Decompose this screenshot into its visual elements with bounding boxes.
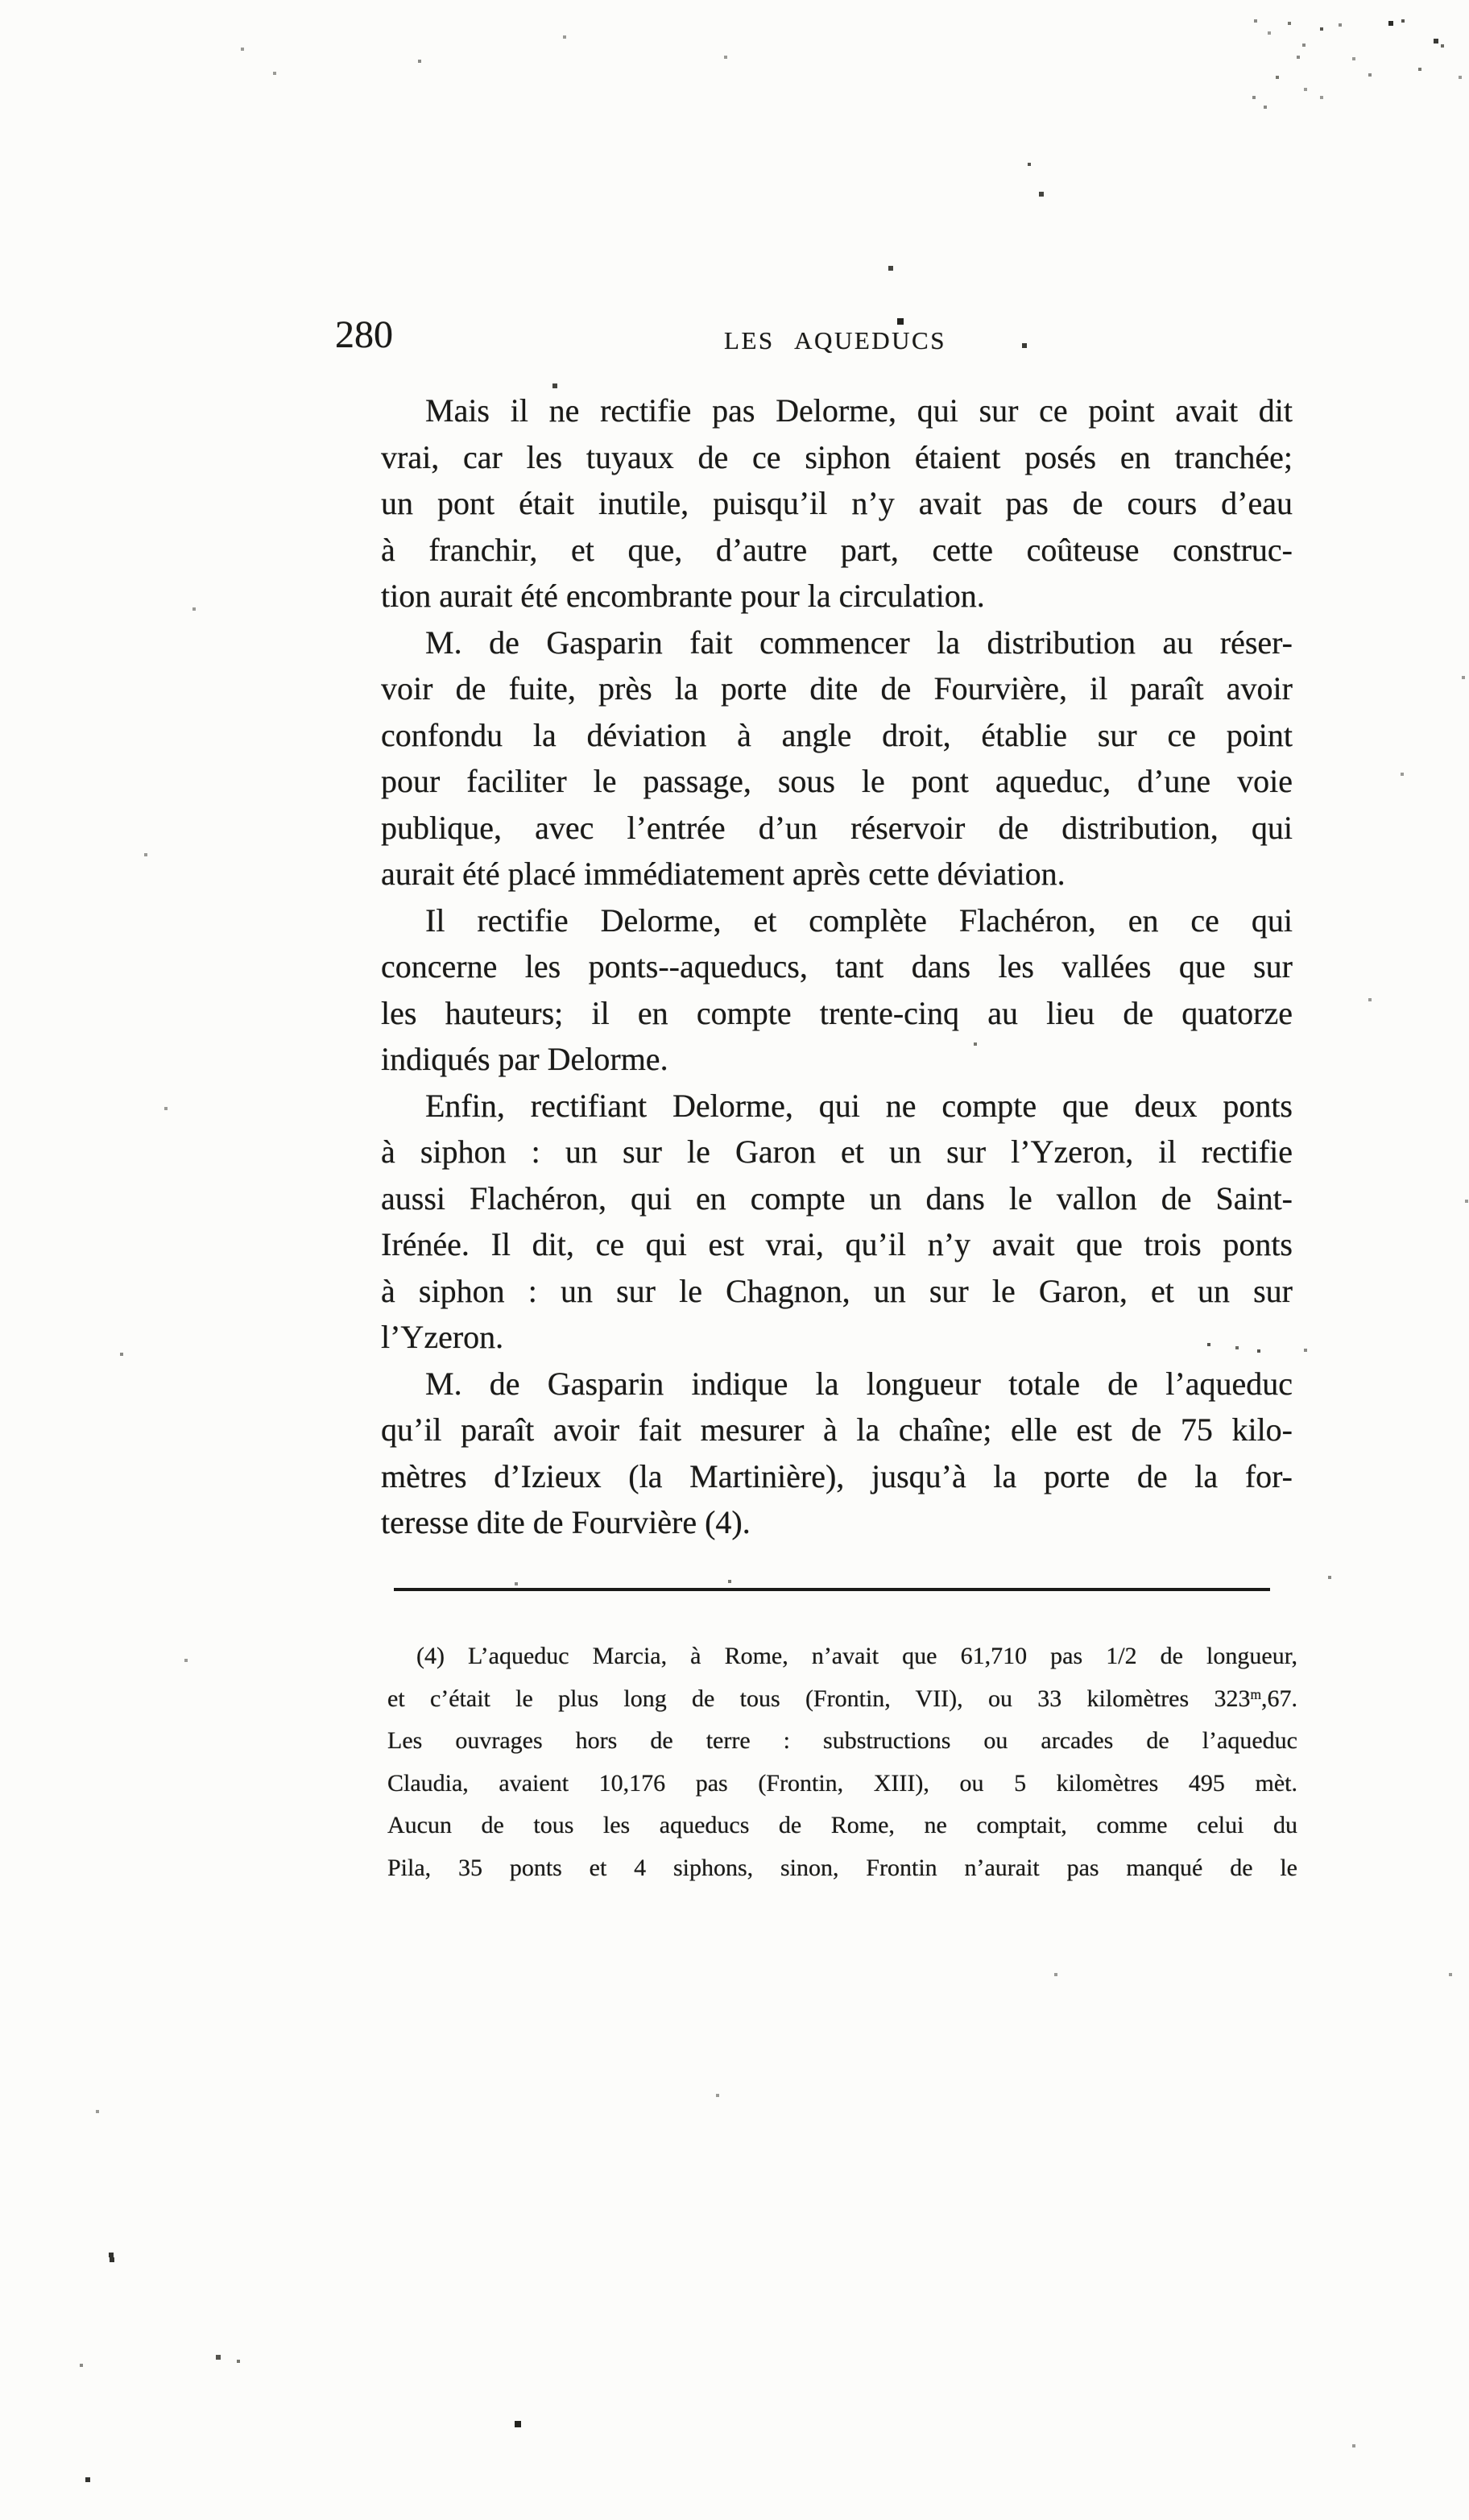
text-line: mètres d’Izieux (la Martinière), jusqu’à la porte de la for-	[381, 1457, 1293, 1494]
paragraph	[381, 1361, 1293, 1546]
footnote-line: Pila, 35 ponts et 4 siphons, sinon, Frontin n’aurait pas manqué de le	[387, 1854, 1297, 1881]
text-line: l’Yzeron.	[381, 1319, 504, 1355]
paragraph	[381, 620, 1293, 897]
main-text	[381, 388, 1293, 1546]
text-line: Mais il ne rectifie pas Delorme, qui sur ce point avait dit	[425, 392, 1293, 429]
text-line: tion aurait été encombrante pour la circulation.	[381, 578, 985, 614]
text-line: à siphon : un sur le Chagnon, un sur le Garon, et un sur	[381, 1272, 1293, 1309]
footnote-line: et c’était le plus long de tous (Frontin, VII), ou 33 kilomètres 323$^m$,67.	[387, 1685, 1297, 1712]
text-line: pour faciliter le passage, sous le pont aqueduc, d’une voie	[381, 763, 1293, 799]
page-number: 280	[335, 313, 393, 356]
paragraph	[381, 897, 1293, 1083]
text-line: vrai, car les tuyaux de ce siphon étaient posés en tranchée;	[381, 438, 1293, 475]
text-line: un pont était inutile, puisqu’il n’y avait pas de cours d’eau	[381, 485, 1293, 521]
text-line: à siphon : un sur le Garon et un sur l’Yzeron, il rectifie	[381, 1134, 1293, 1170]
running-title: LES AQUEDUCS	[724, 326, 946, 354]
text-line: concerne les ponts--aqueducs, tant dans les vallées que sur	[381, 948, 1293, 984]
text-line: les hauteurs; il en compte trente-cinq au lieu de quatorze	[381, 994, 1293, 1031]
text-line: à franchir, et que, d’autre part, cette coûteuse construc-	[381, 531, 1293, 568]
footnote-separator-rule	[394, 1588, 1270, 1591]
paragraph	[381, 1083, 1293, 1361]
text-line: indiqués par Delorme.	[381, 1041, 668, 1077]
footnote-line: (4) L’aqueduc Marcia, à Rome, n’avait que 61,710 pas 1/2 de longueur,	[416, 1643, 1297, 1669]
text-line: voir de fuite, près la porte dite de Fourvière, il paraît avoir	[381, 670, 1293, 707]
text-line: Enfin, rectifiant Delorme, qui ne compte que deux ponts	[425, 1087, 1293, 1124]
scan-noise-speckles	[0, 0, 2, 2]
text-line: aurait été placé immédiatement après cette déviation.	[381, 856, 1066, 892]
text-line: publique, avec l’entrée d’un réservoir de distribution, qui	[381, 809, 1293, 846]
text-line: Il rectifie Delorme, et complète Flachéron, en ce qui	[425, 901, 1293, 939]
text-line: M. de Gasparin indique la longueur totale de l’aqueduc	[425, 1365, 1293, 1402]
footnote-text	[387, 1635, 1297, 1889]
text-line: aussi Flachéron, qui en compte un dans le vallon de Saint-	[381, 1179, 1293, 1216]
text-line: Irénée. Il dit, ce qui est vrai, qu’il n’y avait que trois ponts	[381, 1226, 1293, 1262]
text-line: teresse dite de Fourvière (4).	[381, 1504, 751, 1540]
footnote-line: Les ouvrages hors de terre : substructions ou arcades de l’aqueduc	[387, 1727, 1297, 1754]
text-line: confondu la déviation à angle droit, établie sur ce point	[381, 716, 1293, 753]
text-line: qu’il paraît avoir fait mesurer à la chaîne; elle est de 75 kilo-	[381, 1411, 1293, 1448]
text-line: M. de Gasparin fait commencer la distribution au réser-	[425, 624, 1293, 661]
footnote-line: Aucun de tous les aqueducs de Rome, ne comptait, comme celui du	[387, 1812, 1297, 1838]
footnote-line: Claudia, avaient 10,176 pas (Frontin, XIII), ou 5 kilomètres 495 mèt.	[387, 1769, 1297, 1797]
paragraph	[381, 388, 1293, 620]
